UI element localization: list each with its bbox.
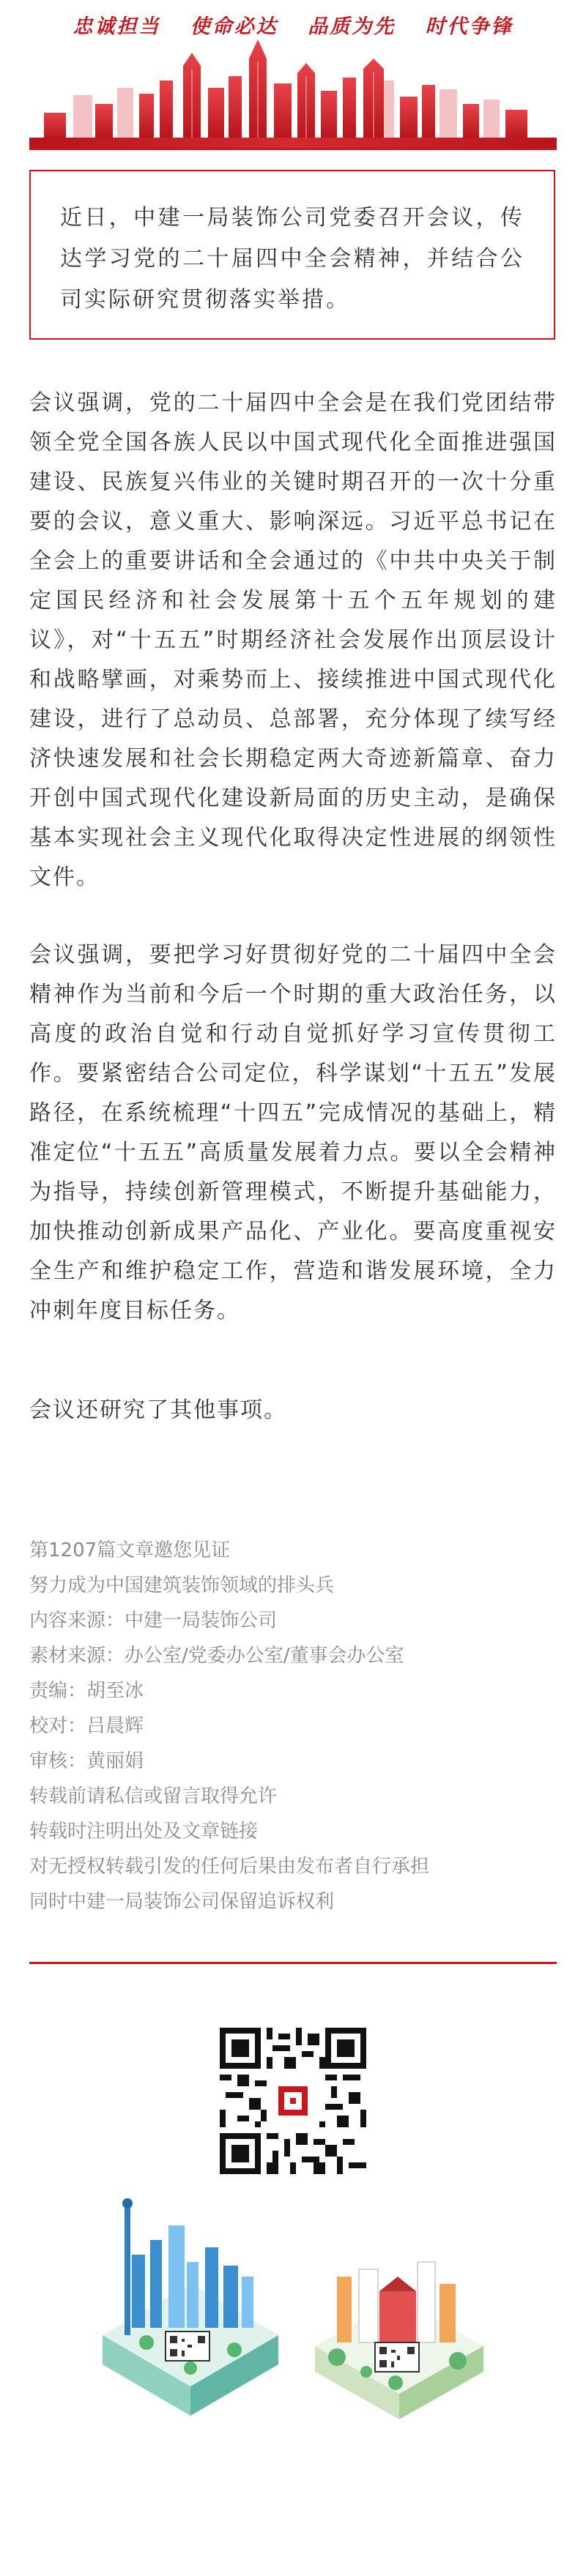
credit-line: 对无授权转载引发的任何后果由发布者自行承担	[29, 1856, 430, 1878]
credit-line: 素材来源：办公室/党委办公室/董事会办公室	[29, 1645, 404, 1667]
paragraph-3: 会议还研究了其他事项。	[29, 1397, 287, 1423]
paragraph-2: 会议强调，要把学习好贯彻好党的二十届四中全会精神作为当前和今后一个时期的重大政治任务，以高度的政治自觉和行动自觉抓好学习宣传贯彻工作。要紧密结合公司定位，科学谋划“十五五”发展路径，在系统梳理“十四五”完成情况的基础上，精准定位“十五五”高质量发展着力点。要以全会精神为指导，持续创新管理模式，不断提升基础能力，加快推动创新成果产品化、产业化。要高度重视安全生产和维护稳定工作，营造和谐发展环境，全力冲刺年度目标任务。	[29, 942, 557, 1324]
slogan-3: 品质为先	[308, 15, 396, 38]
slogan-2: 使命必达	[190, 15, 278, 38]
slogan-1: 忠诚担当	[73, 15, 161, 38]
isometric-park-illustration-icon	[308, 2233, 491, 2452]
credits-block	[29, 1533, 557, 1919]
credit-line: 责编：胡至冰	[29, 1680, 144, 1702]
skyline-icon	[29, 37, 557, 154]
credit-line: 转载前请私信或留言取得允许	[29, 1785, 278, 1807]
paragraph-1: 会议强调，党的二十届四中全会是在我们党团结带领全党全国各族人民以中国式现代化全面推进强国建设、民族复兴伟业的关键时期召开的一次十分重要的会议，意义重大、影响深远。习近平总书记在全会上的重要讲话和全会通过的《中共中央关于制定国民经济和社会发展第十五个五年规划的建议》，对“十五五”时期经济社会发展作出顶层设计和战略擘画，对乘势而上、接续推进中国式现代化建设，进行了总动员、总部署，充分体现了续写经济快速发展和社会长期稳定两大奇迹新篇章、奋力开创中国式现代化建设新局面的历史主动，是确保基本实现社会主义现代化取得决定性进展的纲领性文件。	[29, 390, 557, 890]
credit-line: 校对：吕晨辉	[29, 1715, 144, 1737]
credit-line: 第1207篇文章邀您见证	[29, 1539, 231, 1561]
header-banner	[0, 0, 586, 154]
credit-line: 转载时注明出处及文章链接	[29, 1821, 259, 1843]
footer-divider	[29, 1962, 557, 1964]
intro-box	[29, 170, 555, 340]
slogan-row	[0, 10, 586, 39]
credit-line: 内容来源：中建一局装饰公司	[29, 1610, 278, 1632]
isometric-city-illustration-icon	[95, 2196, 286, 2460]
slogan-4: 时代争锋	[425, 15, 513, 38]
intro-text: 近日，中建一局装饰公司党委召开会议，传达学习党的二十届四中全会精神，并结合公司实际研究贯彻落实举措。	[60, 205, 524, 313]
credit-line: 努力成为中国建筑装饰领域的排头兵	[29, 1575, 335, 1597]
credit-line: 审核：黄丽娟	[29, 1750, 144, 1772]
qr-code-icon[interactable]	[220, 2028, 366, 2174]
credit-line: 同时中建一局装饰公司保留追诉权利	[29, 1891, 335, 1913]
